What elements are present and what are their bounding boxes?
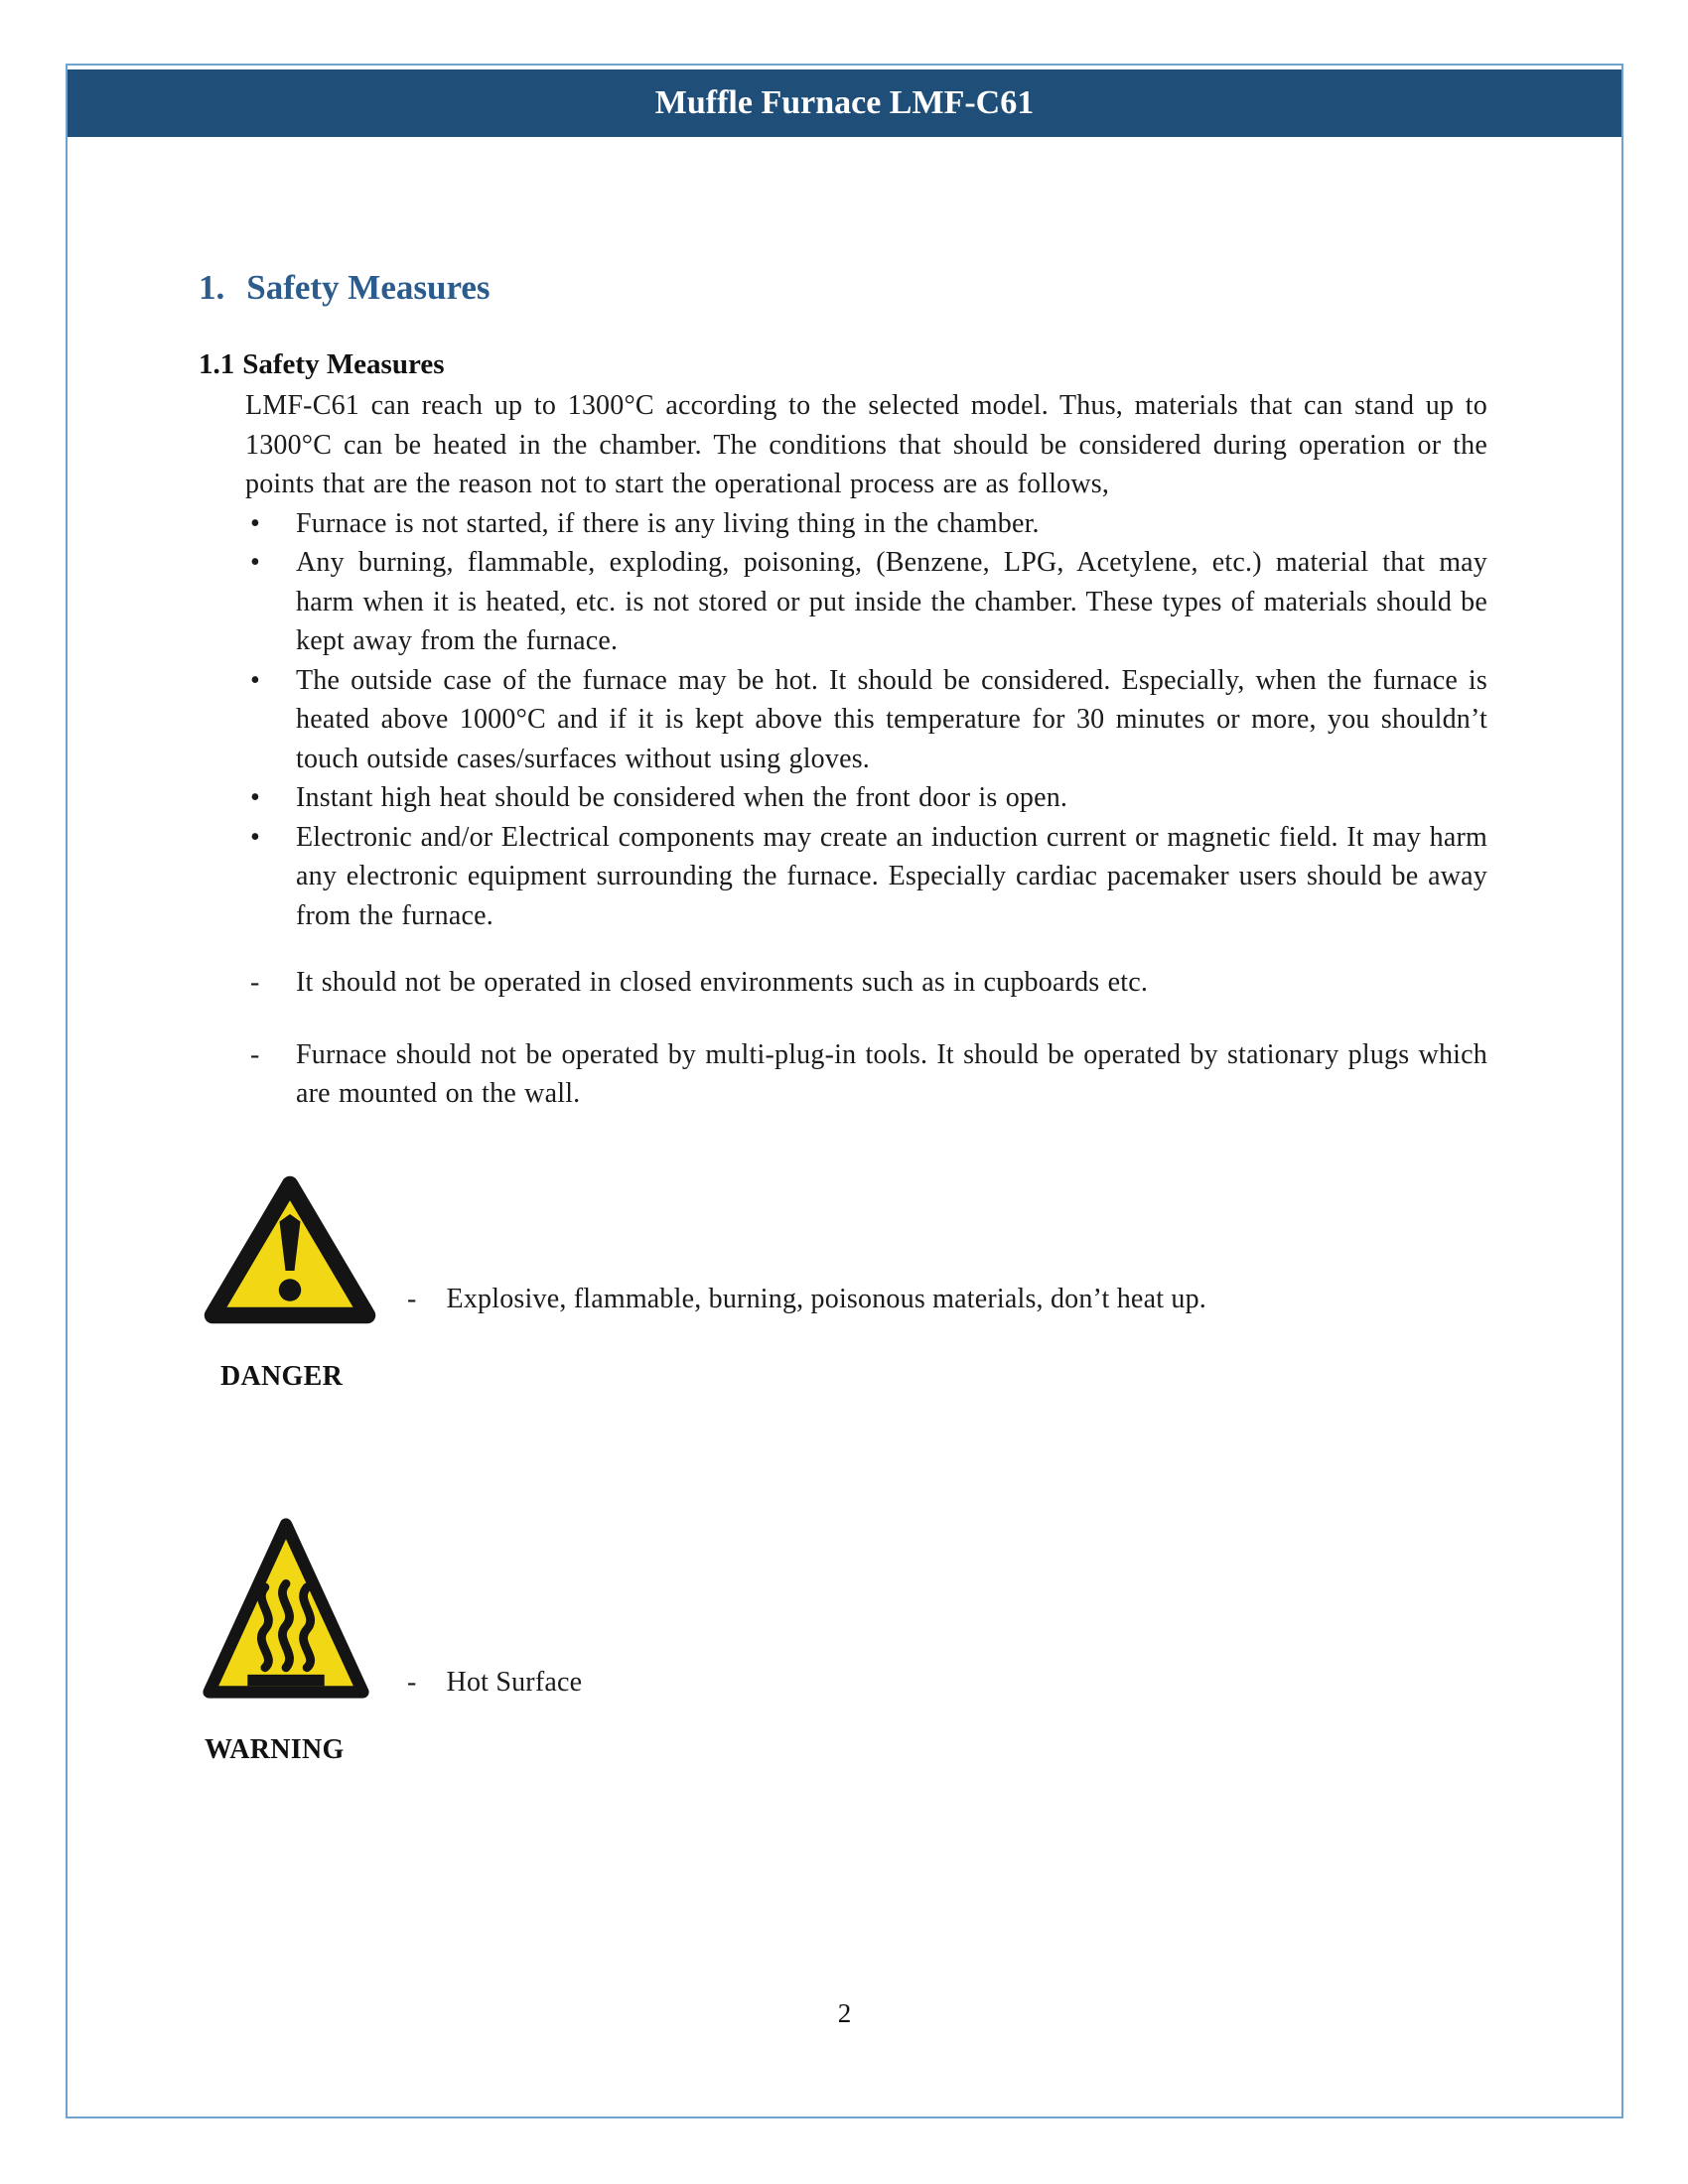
danger-label: DANGER <box>220 1360 344 1392</box>
bullet-text: Any burning, flammable, exploding, poisoning, (Benzene, LPG, Acetylene, etc.) material that may harm when it is heated, etc. is not stored or put inside the chamber. These types of materials should be kept away from the furnace. <box>296 547 1487 656</box>
dash-text: It should not be operated in closed environments such as in cupboards etc. <box>296 967 1149 998</box>
dash-marker: - <box>250 967 260 998</box>
intro-paragraph: LMF-C61 can reach up to 1300°C according to the selected model. Thus, materials that can stand up to 1300°C can be heated in the chamber. The conditions that should be considered during operation or the points that are the reason not to start the operational process are as follows, <box>245 390 1487 499</box>
danger-triangle-icon <box>201 1172 379 1327</box>
warning-note <box>407 1663 582 1703</box>
bullet-marker: • <box>250 821 261 853</box>
bullet-text: Furnace is not started, if there is any living thing in the chamber. <box>296 507 1040 539</box>
section-heading <box>199 266 1487 310</box>
bullet-item <box>250 818 1487 936</box>
page-content <box>199 260 1487 1784</box>
safety-bullet-list <box>199 504 1487 936</box>
warning-label: WARNING <box>205 1733 345 1765</box>
bullet-item <box>250 661 1487 779</box>
dash-text: Furnace should not be operated by multi-plug-in tools. It should be operated by stationary plugs which are mounted on the wall. <box>296 1038 1487 1109</box>
document-title: Muffle Furnace LMF-C61 <box>654 84 1035 121</box>
dash-marker: - <box>407 1666 417 1698</box>
bullet-item <box>250 543 1487 661</box>
subsection-title: Safety Measures <box>242 348 445 380</box>
section-number: 1. <box>199 268 225 307</box>
bullet-text: The outside case of the furnace may be hot. It should be considered. Especially, when the furnace is heated above 1000°C and if it is kept above this temperature for 30 minutes or more, you shouldn’t touch outside cases/surfaces without using gloves. <box>296 664 1487 774</box>
section-title: Safety Measures <box>246 268 491 307</box>
dash-marker: - <box>407 1283 417 1314</box>
subsection-heading <box>199 347 1487 381</box>
bullet-item <box>250 504 1487 544</box>
hot-surface-icon <box>199 1514 373 1703</box>
bullet-marker: • <box>250 507 261 539</box>
page-number: 2 <box>837 1998 852 2028</box>
bullet-marker: • <box>250 782 261 813</box>
danger-text: Explosive, flammable, burning, poisonous materials, don’t heat up. <box>446 1283 1206 1314</box>
warning-section <box>199 1514 1487 1784</box>
bullet-marker: • <box>250 547 261 578</box>
bullet-text: Instant high heat should be considered when the front door is open. <box>296 782 1068 813</box>
bullet-text: Electronic and/or Electrical components may create an induction current or magnetic field. It may harm any electronic equipment surrounding the furnace. Especially cardiac pacemaker users should be away from the furnace. <box>296 821 1487 931</box>
dash-marker: - <box>250 1038 260 1070</box>
danger-note <box>407 1280 1206 1319</box>
bullet-item <box>250 778 1487 818</box>
header-bar <box>68 69 1621 137</box>
dash-item <box>250 963 1487 1003</box>
dash-item <box>250 1035 1487 1114</box>
danger-section <box>199 1170 1487 1411</box>
warning-text: Hot Surface <box>446 1666 583 1698</box>
document-frame <box>66 64 1623 2118</box>
bullet-marker: • <box>250 664 261 696</box>
subsection-number: 1.1 <box>199 348 235 380</box>
